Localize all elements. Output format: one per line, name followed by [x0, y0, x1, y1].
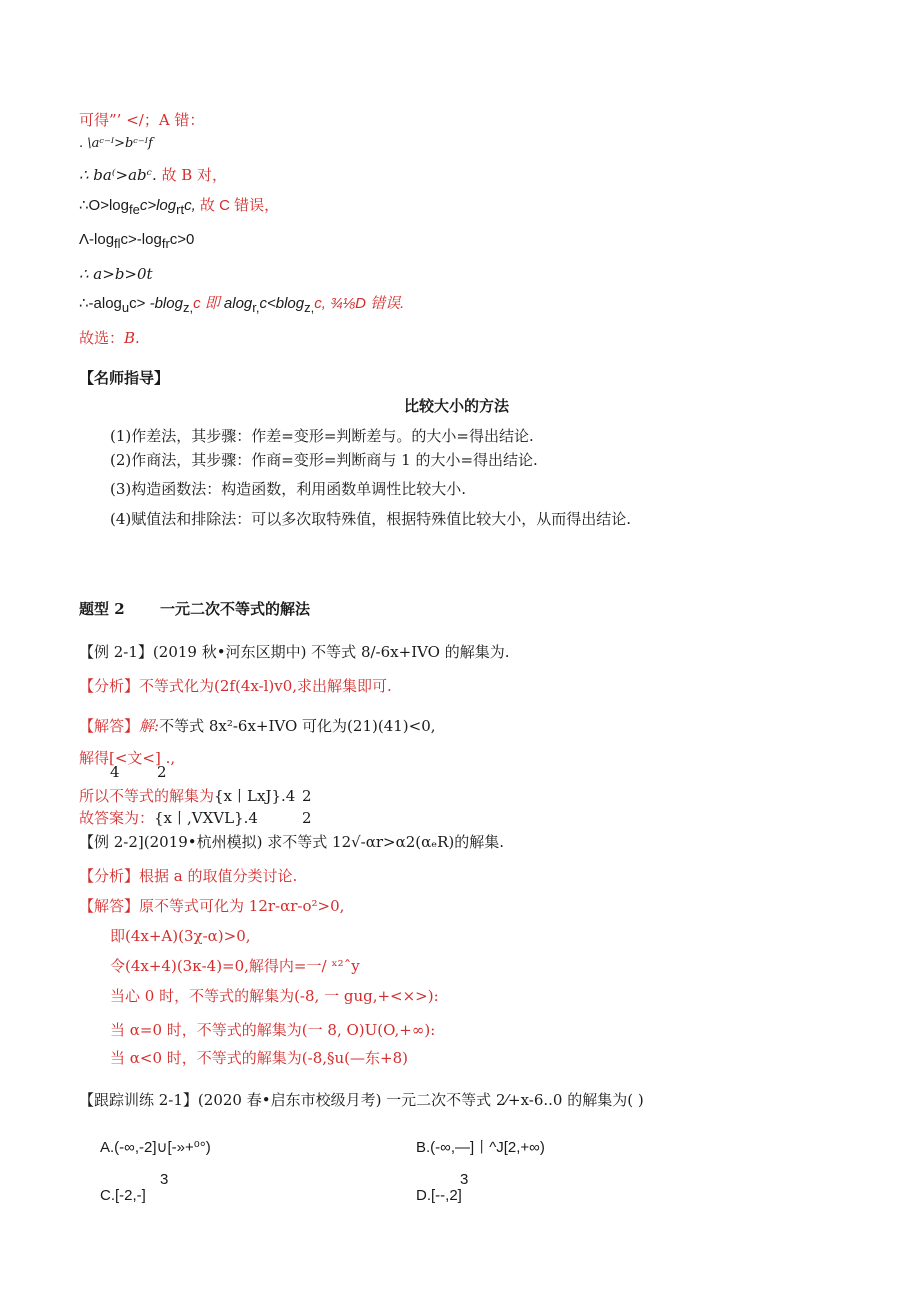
solution-tag: 【解答】 — [79, 717, 140, 735]
set-label: 所以不等式的解集为 — [79, 787, 215, 805]
proof-line-1 — [79, 110, 204, 130]
example-2-1-answer-line — [79, 808, 258, 828]
section-title: 一元二次不等式的解法 — [160, 600, 311, 618]
proof-line-6: ∴ a>b>0t — [79, 265, 153, 283]
answer-label: 故选： — [79, 329, 125, 347]
analysis-text: 根据 a 的取值分类讨论. — [139, 867, 298, 885]
example-2-2-analysis — [79, 866, 297, 886]
proof-line-7 — [79, 294, 404, 318]
proof-expr: c, — [184, 197, 196, 214]
set-expr: {x丨LxJ}.4 — [214, 787, 296, 805]
solution-step-1: 即(4x+A)(3χ-α)>0, — [110, 927, 251, 945]
proof-expr: Λ-log — [79, 231, 115, 248]
proof-line-8 — [79, 328, 140, 348]
proof-line-4 — [79, 196, 279, 220]
proof-expr: c>log — [139, 197, 177, 214]
result-denominator-1: 4 — [110, 763, 120, 781]
proof-expr: c 即 — [193, 295, 220, 312]
example-2-1-analysis — [79, 676, 392, 696]
practice-2-1-question: 【跟踪训练 2-1】(2020 春•启东市校级月考) 一元二次不等式 2⁄+x-6..0 的解集为( ) — [79, 1091, 644, 1109]
example-2-2-solution — [79, 896, 344, 916]
solution-case-3: 当 α<0 时，不等式的解集为(-8,§u(—东+8) — [110, 1049, 408, 1067]
proof-expr: c> — [129, 295, 150, 312]
proof-conclusion: 故 B 对， — [161, 166, 228, 184]
proof-sub: fr — [161, 236, 170, 251]
method-item-1: (1)作差法，其步骤：作差=变形=判断差与。的大小=得出结论. — [110, 427, 534, 445]
teacher-heading: 【名师指导】 — [79, 369, 170, 387]
option-d-superscript: 3 — [460, 1171, 469, 1188]
proof-expr: ∴O>log — [79, 197, 129, 214]
solution-step-2: 令(4x+4)(3κ-4)=0,解得内=一/ ˣ²ˆy — [110, 957, 360, 975]
option-c-superscript: 3 — [160, 1171, 169, 1188]
proof-conclusion: c, ¾⅛D 错误. — [314, 295, 405, 312]
method-item-3: (3)构造函数法：构造函数，利用函数单调性比较大小. — [110, 480, 467, 498]
result-denominator-2: 2 — [157, 763, 167, 781]
solution-text: 不等式 8x²-6x+IVO 可化为(21)(41)<0, — [159, 717, 436, 735]
answer-value: B. — [124, 329, 140, 347]
proof-line-5 — [79, 230, 194, 254]
proof-sub: fe — [129, 202, 140, 217]
method-title: 比较大小的方法 — [404, 397, 510, 415]
option-c: C.[-2,-] — [100, 1187, 146, 1204]
proof-expr: c>0 — [169, 231, 195, 248]
answer-label: 故答案为： — [79, 809, 155, 827]
solution-prefix: 解: — [139, 717, 160, 735]
proof-sub: rt — [176, 202, 185, 217]
proof-conclusion: 故 C 错误， — [199, 197, 280, 214]
solution-tag: 【解答】 — [79, 897, 140, 915]
example-2-2-question: 【例 2-2](2019•杭州模拟) 求不等式 12√-αr>α2(αₑR)的解集. — [79, 833, 504, 851]
proof-expr: c>-log — [120, 231, 162, 248]
proof-sub: u — [121, 300, 130, 315]
analysis-tag: 【分析】 — [79, 677, 140, 695]
answer-line-denominator: 2 — [302, 809, 312, 827]
section-label: 题型 2 — [79, 600, 125, 618]
analysis-tag: 【分析】 — [79, 867, 140, 885]
set-line-denominator: 2 — [302, 787, 312, 805]
proof-line-3 — [79, 165, 227, 185]
example-2-1-question: 【例 2-1】(2019 秋•河东区期中) 不等式 8/-6x+IVO 的解集为. — [79, 643, 510, 661]
solution-text: 原不等式可化为 12r-αr-o²>0, — [139, 897, 345, 915]
proof-expr: -blog — [149, 295, 183, 312]
example-2-1-solution — [79, 716, 436, 736]
proof-sub: fl — [114, 236, 121, 251]
option-d: D.[--,2] — [416, 1187, 462, 1204]
option-a: A.(-∞,-2]∪[-»+⁰°) — [100, 1139, 211, 1156]
proof-expr: alog — [219, 295, 253, 312]
option-b: B.(-∞,—]丨^J[2,+∞) — [416, 1139, 545, 1156]
proof-line-2: . \aᶜ⁻ᴵ>bᶜ⁻ᴵ𝑓 — [79, 136, 153, 151]
proof-sub: z, — [304, 300, 315, 315]
solution-case-2: 当 α=0 时，不等式的解集为(一 8, O)U(O,+∞): — [110, 1021, 436, 1039]
proof-sub: z, — [182, 300, 194, 315]
example-2-1-set-line — [79, 786, 295, 806]
proof-expr: ∴ ba⁽>abᶜ. — [79, 166, 157, 184]
proof-expr: ∴-alog — [79, 295, 122, 312]
analysis-text: 不等式化为(2f(4x-l)v0,求出解集即可. — [139, 677, 392, 695]
method-item-4: (4)赋值法和排除法：可以多次取特殊值，根据特殊值比较大小，从而得出结论. — [110, 510, 632, 528]
proof-sub: r, — [252, 300, 260, 315]
proof-text: 可得”’ </；A 错： — [79, 111, 205, 129]
answer-expr: {x丨,VXVL}.4 — [154, 809, 258, 827]
proof-expr: c<blog — [259, 295, 305, 312]
method-item-2: (2)作商法，其步骤：作商=变形=判断商与 1 的大小=得出结论. — [110, 451, 538, 469]
solution-case-1: 当心 0 时，不等式的解集为(-8, 一 gug,+<×>): — [110, 987, 439, 1005]
example-2-1-result: 解得[<文<] ., — [79, 749, 176, 767]
